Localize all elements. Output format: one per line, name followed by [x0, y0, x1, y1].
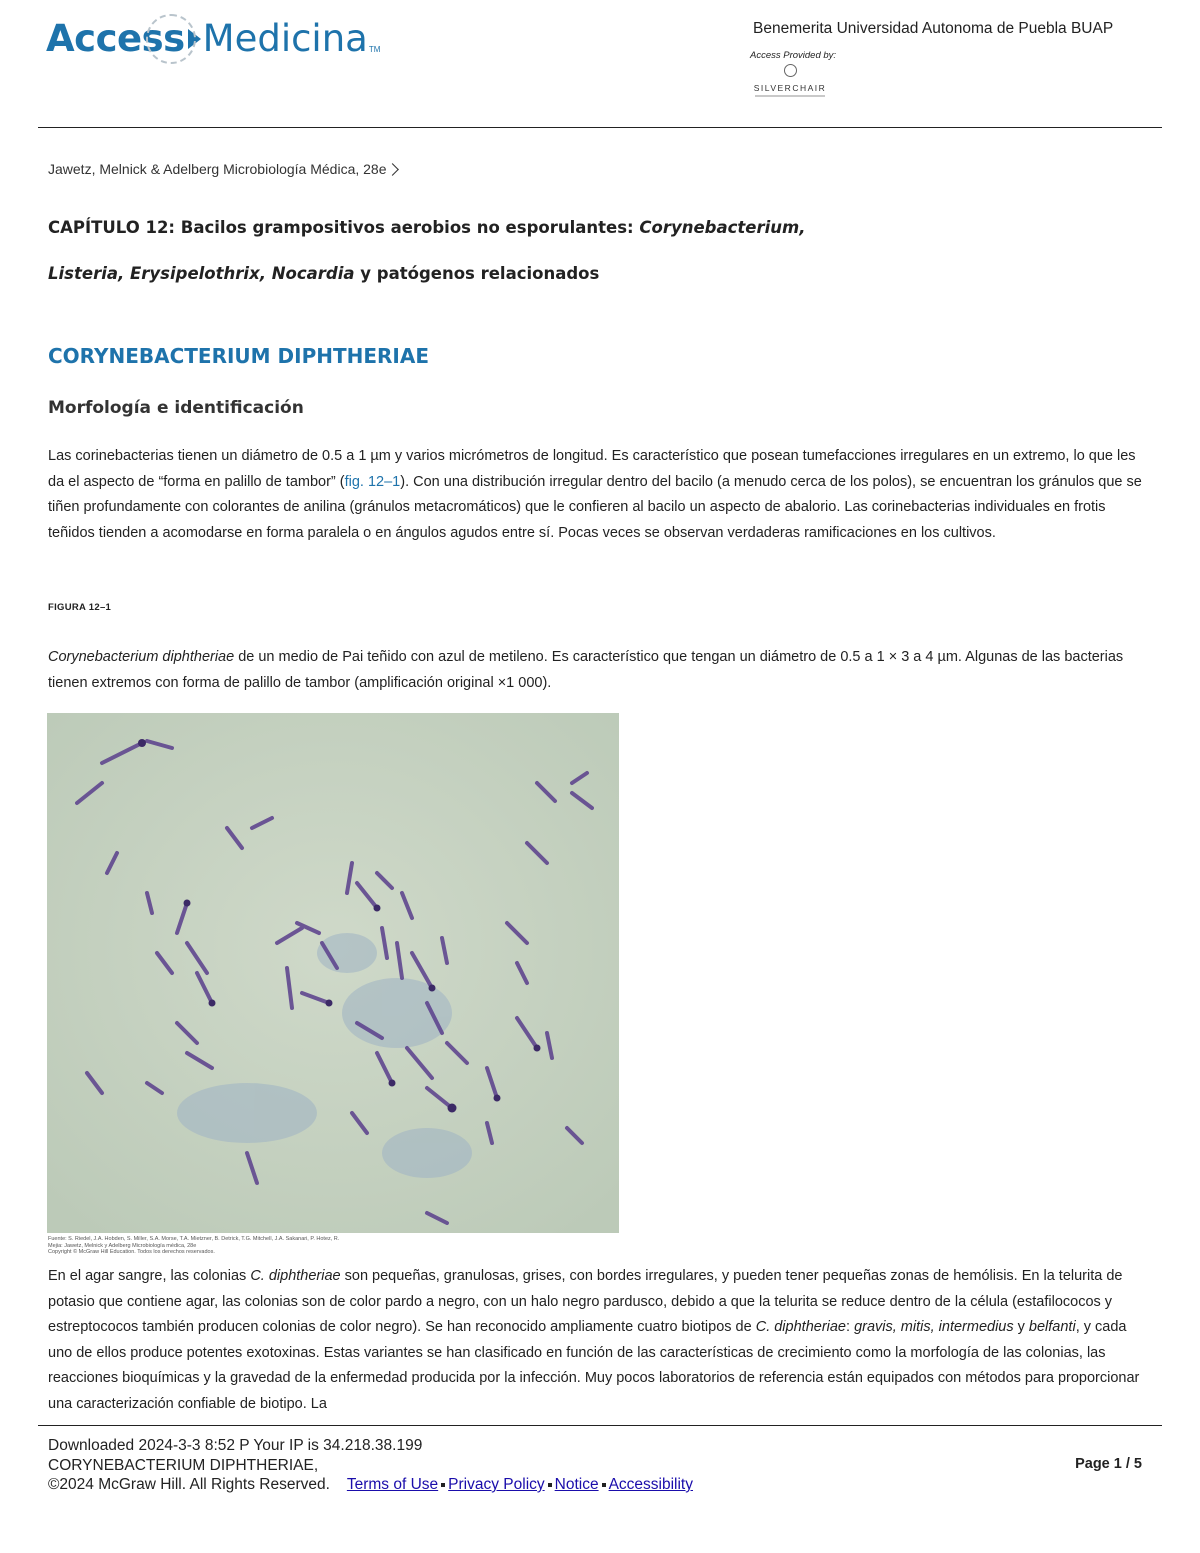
figure-label: FIGURA 12–1 — [48, 602, 112, 613]
chapter-genus-1: Corynebacterium, — [639, 218, 806, 237]
terms-of-use-link[interactable]: Terms of Use — [346, 1476, 439, 1493]
paragraph-2-biotypes: gravis, mitis, intermedius — [854, 1319, 1014, 1336]
silverchair-name: SILVERCHAIR — [753, 83, 827, 93]
silverchair-logo — [750, 64, 830, 97]
footer-divider — [38, 1425, 1162, 1426]
header-divider — [38, 127, 1162, 128]
figure-12-1-link[interactable]: fig. 12–1 — [344, 473, 401, 490]
paragraph-morphology — [48, 444, 1146, 546]
chapter-title — [48, 205, 1148, 297]
figure-source-text: Fuente: S. Riedel, J.A. Hobden, S. Miller, S.A. Morse, T.A. Mietzner, B. Detrick, T.G. Mitchell, J.A. Sakanari, P. Hotez, R. Mejia: Jawetz, Melnick y Adelberg Microbiología médica, 28e — [48, 1236, 340, 1249]
figure-copyright-text: Copyright © McGraw Hill Education. Todos los derechos reservados. — [48, 1249, 215, 1255]
footer-copyright: ©2024 McGraw Hill. All Rights Reserved. — [48, 1476, 330, 1493]
paragraph-1-text-b: ). Con una distribución irregular dentro del bacilo (a menudo cerca de los polos), se encuentran los gránulos que se tiñen profundamente con colorantes de anilina (gránulos metacromáticos) que le confieren al bacilo un aspecto de abalorio. Las corinebacterias individuales en frotis teñidos tienden a acomodarse en forma paralela o en ángulos agudos entre sí. Pocas veces se observan verdaderas ramificaciones en los cultivos. — [48, 473, 1142, 541]
chevron-right-icon — [386, 163, 399, 176]
paragraph-2-species-2: C. diphtheriae — [755, 1319, 846, 1336]
bullet-separator — [441, 1483, 445, 1487]
accessmedicina-logo[interactable] — [46, 17, 381, 60]
institution-name: Benemerita Universidad Autonoma de Puebla BUAP — [753, 20, 1114, 37]
chapter-title-line-2 — [48, 251, 1148, 297]
chapter-genus-2: Listeria, Erysipelothrix, Nocardia — [48, 264, 355, 283]
download-info: Downloaded 2024-3-3 8:52 P Your IP is 34.218.38.199 — [48, 1437, 423, 1454]
breadcrumb[interactable] — [48, 161, 397, 177]
paragraph-2-text-g: y — [1013, 1319, 1029, 1336]
figure-caption — [48, 645, 1146, 696]
paragraph-2-text-e: : — [846, 1319, 855, 1336]
paragraph-2-text-i: , y cada uno de ellos produce potentes exotoxinas. Estas variantes se han clasificado en función de las características de crecimiento como la morfología de las colonias, las reacciones bioquímicas y la gravedad de la enfermedad producida por la infección. Muy pocos laboratorios de referencia están equipados con métodos para proporcionar una caracterización confiable de biotipo. La — [48, 1319, 1140, 1412]
download-footer — [48, 1436, 693, 1495]
micrograph-image[interactable] — [47, 713, 619, 1233]
notice-link[interactable]: Notice — [554, 1476, 599, 1493]
chapter-prefix: CAPÍTULO 12: Bacilos grampositivos aerobios no esporulantes: — [48, 218, 640, 237]
chapter-suffix: y patógenos relacionados — [354, 264, 600, 283]
paragraph-colonies — [48, 1264, 1146, 1418]
paragraph-1-text-a: Las corinebacterias tienen un diámetro de 0.5 a 1 µm y varios micrómetros de longitud. Es característico que posean tumefacciones irregulares en un extremo, lo que les da el aspecto de “forma en palillo de tambor” ( — [48, 448, 1136, 490]
breadcrumb-book-title[interactable]: Jawetz, Melnick & Adelberg Microbiología Médica, 28e — [48, 161, 387, 177]
silverchair-tagline-bar — [755, 95, 825, 97]
access-provided-label: Access Provided by: — [750, 50, 837, 61]
figure-source-note — [48, 1236, 348, 1256]
bullet-separator — [602, 1483, 606, 1487]
section-title: CORYNEBACTERIUM DIPHTHERIAE — [48, 344, 429, 368]
section-subtitle: Morfología e identificación — [48, 398, 304, 418]
silverchair-mark-icon — [784, 64, 797, 77]
bullet-separator — [548, 1483, 552, 1487]
logo-trademark: TM — [368, 45, 381, 54]
chapter-title-line-1 — [48, 205, 1148, 251]
page-number: Page 1 / 5 — [1075, 1456, 1142, 1472]
accessibility-link[interactable]: Accessibility — [608, 1476, 693, 1493]
footer-links-row — [48, 1475, 693, 1495]
privacy-policy-link[interactable]: Privacy Policy — [448, 1476, 545, 1493]
logo-medicina-text: Medicina — [202, 17, 368, 60]
caption-text: de un medio de Pai teñido con azul de metileno. Es característico que tengan un diámetro de 0.5 a 1 × 3 a 4 µm. Algunas de las bacterias tienen extremos con forma de palillo de tambor (amplificación original ×1 000). — [48, 649, 1124, 691]
footer-chapter-title: CORYNEBACTERIUM DIPHTHERIAE, — [48, 1456, 319, 1474]
paragraph-2-text-c: son pequeñas, granulosas, grises, con bordes irregulares, y pueden tener pequeñas zonas de hemólisis. En la telurita de potasio que contiene agar, las colonias son de color pardo a negro, con un halo negro pardusco, debido a que la telurita se reduce dentro de la célula (estafilococos y estreptococos también producen colonias de color negro). Se han reconocido ampliamente cuatro biotipos de — [48, 1268, 1123, 1336]
logo-gear-icon — [146, 14, 196, 64]
caption-species: Corynebacterium diphtheriae — [48, 649, 235, 665]
micrograph-background — [47, 713, 619, 1233]
logo-access-text: Access — [46, 17, 185, 60]
paragraph-2-text-a: En el agar sangre, las colonias — [48, 1268, 251, 1284]
paragraph-2-biotype-belfanti: belfanti — [1028, 1319, 1076, 1336]
paragraph-2-species-1: C. diphtheriae — [250, 1268, 341, 1284]
